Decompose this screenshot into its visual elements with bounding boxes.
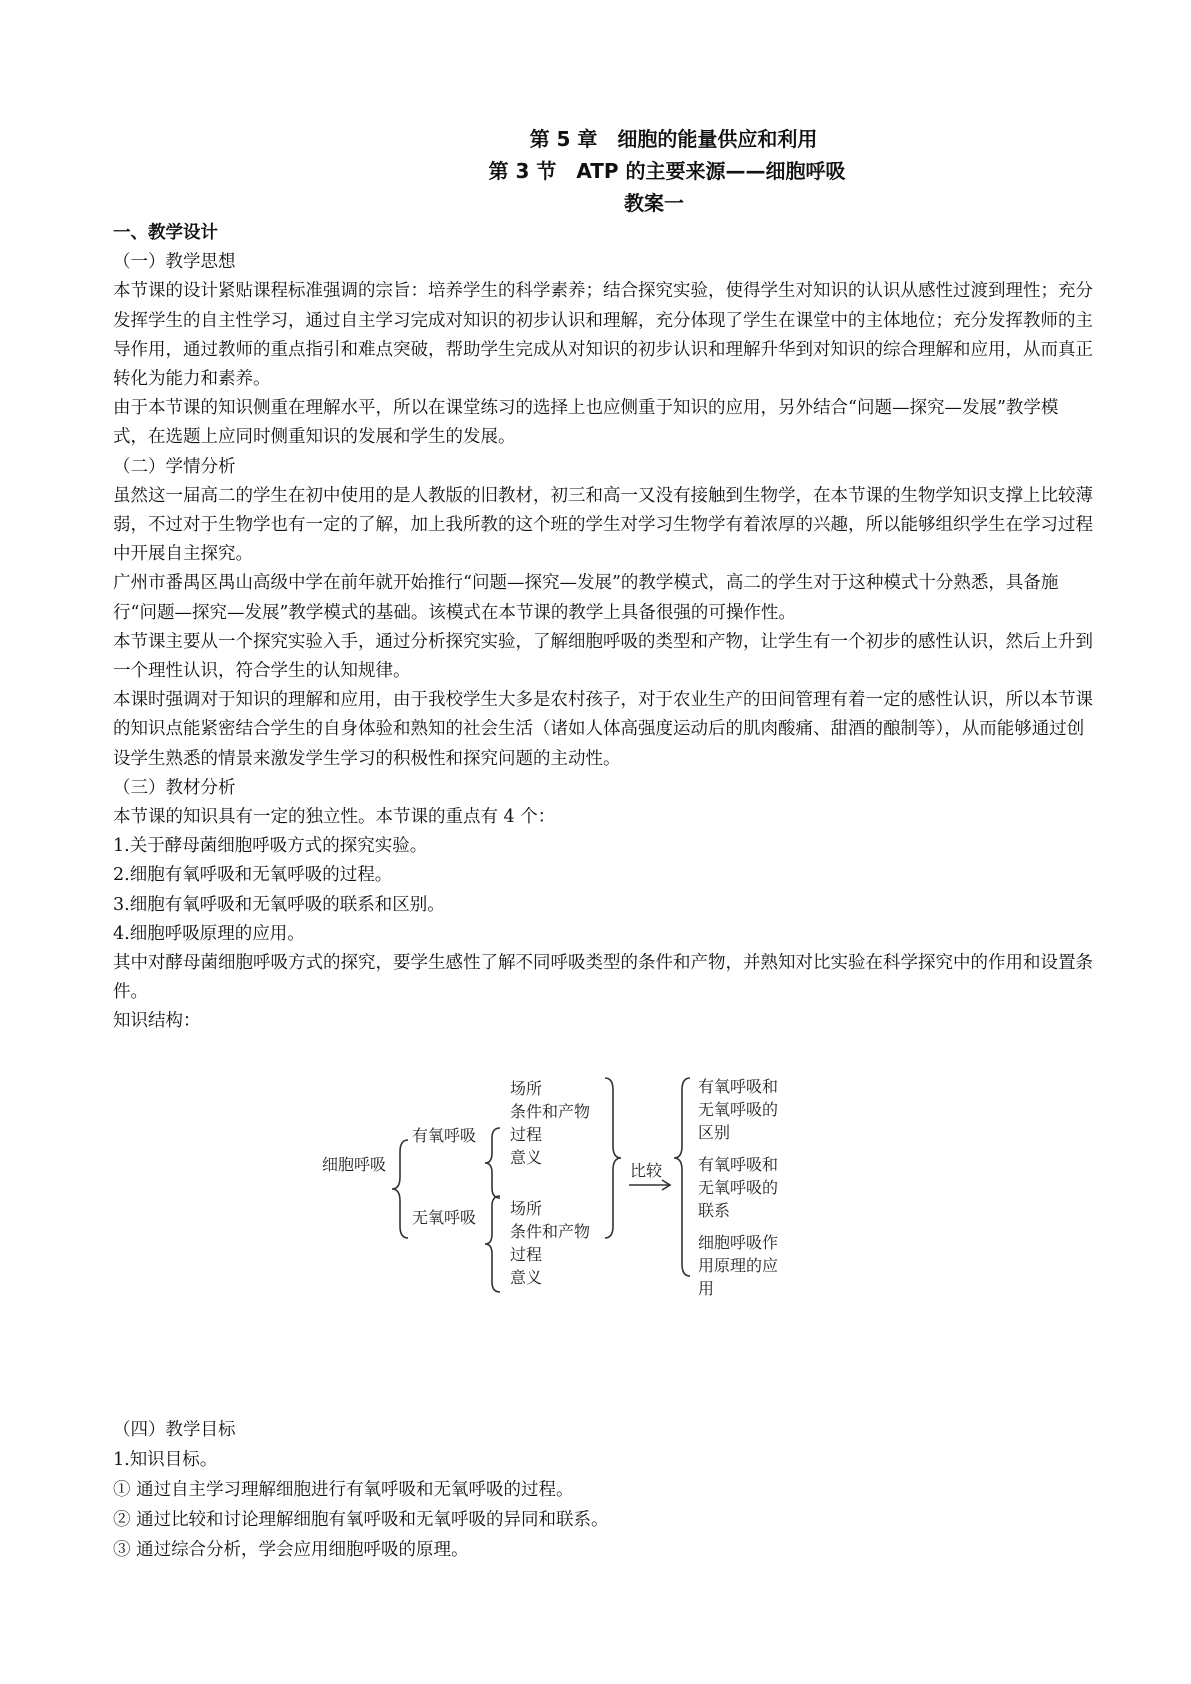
- diagram-anaerobic-item: 场所: [510, 1199, 543, 1218]
- knowledge-structure-label: 知识结构：: [113, 1011, 201, 1032]
- aerobic-brace: [485, 1128, 500, 1198]
- heading-teaching-design: 一、教学设计: [113, 223, 218, 243]
- diagram-result-line: 用原理的应: [698, 1256, 779, 1275]
- list-item: 1.关于酵母菌细胞呼吸方式的探究实验。: [113, 836, 428, 857]
- diagram-result-line: 联系: [698, 1201, 731, 1220]
- diagram-result-line: 用: [698, 1279, 715, 1298]
- items-brace: [605, 1078, 621, 1238]
- anaerobic-brace: [485, 1196, 500, 1292]
- diagram-aerobic-label: 有氧呼吸: [412, 1126, 477, 1145]
- diagram-result-line: 无氧呼吸的: [698, 1178, 779, 1197]
- chapter-title: 第 5 章 细胞的能量供应和利用: [529, 127, 818, 151]
- diagram-anaerobic-item: 过程: [510, 1245, 543, 1264]
- diagram-result-line: 细胞呼吸作: [698, 1233, 779, 1252]
- paragraph: 本节课的知识具有一定的独立性。本节课的重点有 4 个：: [113, 807, 556, 828]
- heading-student-analysis: （二）学情分析: [113, 456, 236, 477]
- diagram-aerobic-item: 意义: [510, 1148, 543, 1167]
- diagram-aerobic-item: 场所: [510, 1079, 543, 1098]
- diagram-anaerobic-label: 无氧呼吸: [412, 1208, 477, 1227]
- diagram-anaerobic-item: 意义: [510, 1268, 543, 1287]
- main-content: [113, 219, 1093, 1037]
- paragraph: 本节课主要从一个探究实验入手，通过分析探究实验，了解细胞呼吸的类型和产物，让学生有一个初步的感性认识，然后上升到一个理性认识，符合学生的认知规律。: [113, 631, 1093, 682]
- paragraph: 由于本节课的知识侧重在理解水平，所以在课堂练习的选择上也应侧重于知识的应用，另外结合“问题—探究—发展”教学模式，在选题上应同时侧重知识的发展和学生的发展。: [113, 398, 1059, 448]
- paragraph: 虽然这一届高二的学生在初中使用的是人教版的旧教材，初三和高一又没有接触到生物学，在本节课的生物学知识支撑上比较薄弱，不过对于生物学也有一定的了解，加上我所教的这个班的学生对学习生物学有着浓厚的兴趣，所以能够组织学生在学习过程中开展自主探究。: [113, 485, 1093, 565]
- list-item: 4.细胞呼吸原理的应用。: [113, 923, 305, 944]
- diagram-result-line: 区别: [698, 1123, 731, 1142]
- diagram-aerobic-item: 过程: [510, 1125, 543, 1144]
- list-item: ② 通过比较和讨论理解细胞有氧呼吸和无氧呼吸的异同和联系。: [113, 1510, 609, 1530]
- paragraph: 广州市番禺区禺山高级中学在前年就开始推行“问题—探究—发展”的教学模式，高二的学生对于这种模式十分熟悉，具备施行“问题—探究—发展”教学模式的基础。该模式在本节课的教学上具备很强的可操作性。: [113, 573, 1059, 623]
- diagram-result-line: 无氧呼吸的: [698, 1100, 779, 1119]
- list-item: 3.细胞有氧呼吸和无氧呼吸的联系和区别。: [113, 894, 445, 915]
- paragraph: 其中对酵母菌细胞呼吸方式的探究，要学生感性了解不同呼吸类型的条件和产物，并熟知对比实验在科学探究中的作用和设置条件。: [113, 953, 1093, 1003]
- heading-material-analysis: （三）教材分析: [113, 777, 236, 798]
- paragraph: 本课时强调对于知识的理解和应用，由于我校学生大多是农村孩子，对于农业生产的田间管理有着一定的感性认识，所以本节课的知识点能紧密结合学生的自身体验和熟知的社会生活（诸如人体高强度运动后的肌肉酸痛、甜酒的酿制等），从而能够通过创设学生熟悉的情景来激发学生学习的积极性和探究问题的主动性。: [113, 690, 1093, 769]
- list-item: 2.细胞有氧呼吸和无氧呼吸的过程。: [113, 865, 393, 886]
- diagram-anaerobic-item: 条件和产物: [510, 1222, 591, 1241]
- section-title: 第 3 节 ATP 的主要来源——细胞呼吸: [488, 159, 846, 183]
- goals-section: [113, 1415, 1093, 1565]
- list-item: ③ 通过综合分析，学会应用细胞呼吸的原理。: [113, 1540, 469, 1560]
- diagram-result-line: 有氧呼吸和: [698, 1155, 779, 1174]
- root-brace: [392, 1140, 408, 1238]
- diagram-compare-label: 比较: [630, 1161, 663, 1180]
- diagram-root-label: 细胞呼吸: [322, 1155, 387, 1174]
- plan-title: 教案一: [624, 191, 684, 215]
- heading-teaching-goals: （四）教学目标: [113, 1420, 236, 1440]
- paragraph: 本节课的设计紧贴课程标准强调的宗旨：培养学生的科学素养；结合探究实验，使得学生对知识的认识从感性过渡到理性；充分发挥学生的自主性学习，通过自主学习完成对知识的初步认识和理解，充分体现了学生在课堂中的主体地位；充分发挥教师的主导作用，通过教师的重点指引和难点突破，帮助学生完成从对知识的初步认识和理解升华到对知识的综合理解和应用，从而真正转化为能力和素养。: [113, 281, 1093, 390]
- results-brace: [674, 1078, 690, 1276]
- paragraph: 1.知识目标。: [113, 1450, 218, 1470]
- diagram-aerobic-item: 条件和产物: [510, 1102, 591, 1121]
- list-item: ① 通过自主学习理解细胞进行有氧呼吸和无氧呼吸的过程。: [113, 1480, 574, 1500]
- heading-teaching-idea: （一）教学思想: [113, 252, 236, 273]
- diagram-result-line: 有氧呼吸和: [698, 1077, 779, 1096]
- knowledge-structure-diagram: [322, 1074, 842, 1324]
